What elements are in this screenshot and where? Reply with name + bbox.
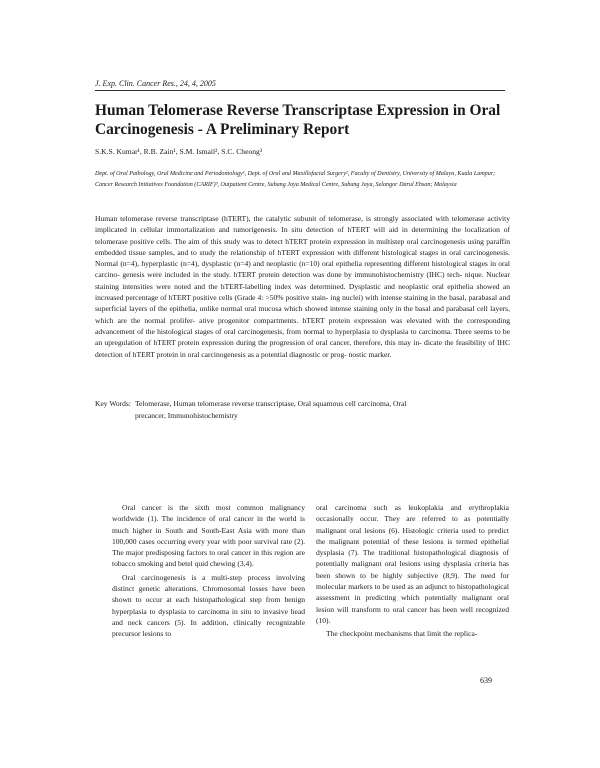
abstract-line: expression in multistep oral carcinogenesis using paraffin embedded tissue samples, and to study the relationship xyxy=(95,236,510,257)
abstract-line: to be an upregulation of hTERT protein expression during the progression of oral cancer, therefore, this may in- xyxy=(95,326,510,348)
abstract-line: mucosa which showed intense staining only in the basal and parabasal cell layers, which are the normal prolifer- xyxy=(95,304,511,325)
abstract-line: ative progenitor compartments. hTERT protein expression was elevated with the corresponding advancement of xyxy=(95,315,511,336)
abstract-line: dicate the feasibility of IHC detection of hTERT protein in oral carcinogenesis as a potential diagnostic or prog- xyxy=(95,338,510,359)
abstract-line: the histological stages of oral carcinogenesis, from normal to hyperplasia to dysplasia to carcinoma. There seems xyxy=(145,326,493,336)
body-paragraph: Oral carcinogenesis is a multi-step process involving distinct genetic alterations. Chromosomal losses have been shown to occur at each histopathological step from benign hyperplasia to dysplasia to carcinoma in situ to invasive head and neck cancers (5). In addition, clinically recognizable precursor lesions to xyxy=(112,572,305,639)
abstract-line: telomerase activity implicated in cellular immortalization and tumorigenesis. In situ detection of hTERT will aid xyxy=(95,214,510,235)
abstract-line: Human telomerase reverse transcriptase (hTERT), the catalytic subunit of telomerase, is strongly associated with xyxy=(95,214,449,223)
abstract-line: ing nuclei) with intense staining in the basal, parabasal and superficial layers of the epithelia, unlike normal oral xyxy=(95,293,511,314)
body-column-left xyxy=(112,502,305,642)
journal-reference: J. Exp. Clin. Cancer Res., 24, 4, 2005 xyxy=(95,79,216,88)
paper-title xyxy=(95,101,515,139)
abstract-line: genesis were included in the study. hTERT protein detection was done by immunohistochemistry (IHC) tech- xyxy=(122,270,463,280)
header-rule xyxy=(95,90,505,91)
author-list: S.K.S. Kumar¹, R.B. Zain¹, S.M. Ismail², S.C. Cheong³ xyxy=(95,147,263,156)
abstract-line: neoplastic oral epithelia showed an increased percentage of hTERT positive cells (Grade 4: >50% positive stain- xyxy=(95,281,510,303)
abstract-line: of hTERT expression with different histological stages in oral carcinogenesis. Normal (n=4), hyperplastic (n=4), xyxy=(95,247,511,269)
title-line-1: Human Telomerase Reverse Transcriptase Expression in Oral xyxy=(95,102,501,119)
keywords-text xyxy=(135,398,515,422)
body-paragraph: The checkpoint mechanisms that limit the replica- xyxy=(326,629,478,639)
body-paragraph: oral carcinoma such as leukoplakia and erythroplakia occasionally occur. They are referred to as potentially malignant oral lesions (6). Histologic criteria used to predict the malignant potential of these lesions is termed epithelial dysplasia (7). The traditional histopathological diagnosis of potentially malignant oral lesions using dysplasia criteria has been shown to be highly subjective (8,9). The need for molecular markers to be used as an adjunct to histopathological assessment in predicting which potentially malignant oral lesion will transform to oral cancer has been well recognized (10). xyxy=(316,503,509,625)
abstract-line: dysplastic (n=4) and neoplastic (n=10) oral epithelia representing different histological stages in oral carcino- xyxy=(95,259,511,280)
keywords-line-2: precancer, Immunohistochemistry xyxy=(134,411,238,420)
abstract-line: in determining the localization of telomerase positive cells. The aim of this study was to detect hTERT protein xyxy=(95,225,511,246)
abstract xyxy=(95,213,510,360)
affiliations: Dept. of Oral Pathology, Oral Medicine and Periodontology¹, Dept. of Oral and Maxillofacial Surgery², Faculty of Dentistry, University of Malaya, Kuala Lumpur; Cancer Research Initiatives Foundation (CARIF)³, Outpatient Centre, Subang Jaya Medical Centre, Subang Jaya, Selangor Darul Ehsan; Malaysia xyxy=(95,171,496,188)
body-column-right xyxy=(316,502,509,642)
title-line-2: Carcinogenesis - A Preliminary Report xyxy=(95,121,350,138)
keywords-label: Key Words: xyxy=(95,399,131,408)
keywords-line-1: Telomerase, Human telomerase reverse transcriptase, Oral squamous cell carcinoma, Oral xyxy=(134,399,407,408)
page-number: 639 xyxy=(480,676,492,685)
abstract-line: nique. Nuclear staining intensities were noted and the hTERT-labelling index was determined. Dysplastic and xyxy=(95,270,510,291)
keywords xyxy=(95,398,515,422)
body-paragraph: Oral cancer is the sixth most common malignancy worldwide (1). The incidence of oral cancer in the world is much higher in South and South-East Asia with more than 100,000 cases occurring every year with poor survival rate (2). The major predisposing factors to oral cancer in this region are tobacco smoking and betel quid chewing (3,4). xyxy=(112,503,305,569)
abstract-line: nostic marker. xyxy=(348,349,392,359)
